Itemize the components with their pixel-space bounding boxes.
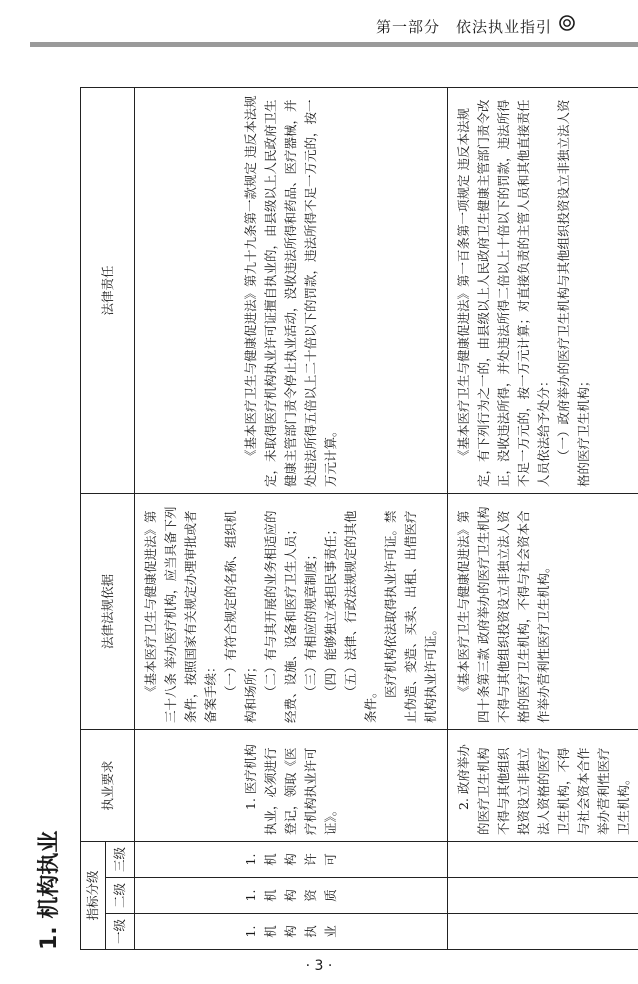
- cell-basis: [448, 493, 638, 729]
- cell-requirement: [448, 729, 638, 841]
- cell-level2: 1. 机构资质: [135, 878, 448, 914]
- table-row: [135, 87, 448, 949]
- basis-paragraph: 《基本医疗卫生与健康促进法》第三十八条 举办医疗机构，应当具备下列条件，按照国家有关规定办理审批或者备案手续：: [143, 506, 218, 723]
- basis-paragraph: （四）能够独立承担民事责任；: [323, 522, 338, 698]
- cell-basis: [135, 493, 448, 729]
- col-header-level2: 二级: [106, 878, 135, 914]
- running-header-title: 第一部分 依法执业指引: [375, 18, 552, 36]
- double-circle-icon: [558, 14, 576, 32]
- col-header-basis: 法律法规依据: [81, 493, 135, 729]
- table-row: [448, 87, 638, 949]
- page-header: [0, 0, 638, 44]
- basis-paragraph: （五）法律、行政法规规定的其他条件。: [343, 510, 378, 723]
- liability-paragraph: 《基本医疗卫生与健康促进法》第九十九条第一款规定 违反本法规定，未取得医疗机构执业许可证擅自执业的，由县级以上人民政府卫生健康主管部门责令停止执业活动，没收违法所得和药品、医疗器械，并处违法所得五倍以上二十倍以下的罚款，违法所得不足一万元的，按一万元计算。: [243, 95, 338, 487]
- col-header-liability: 法律责任: [81, 87, 135, 493]
- requirement-text: 1. 医疗机构执业，必须进行登记，领取《医疗机构执业许可证》。: [243, 744, 338, 835]
- cell-level2: [448, 878, 638, 914]
- col-header-level1: 一级: [106, 914, 135, 950]
- group-header: 指标分级: [81, 841, 106, 949]
- cell-level3: 1. 机构许可: [135, 841, 448, 877]
- header-rule: [30, 42, 638, 47]
- rotated-content: [28, 70, 631, 950]
- basis-paragraph: 医疗机构依法取得执业许可证。禁止伪造、变造、买卖、出租、出借医疗机构执业许可证。: [383, 510, 438, 723]
- basis-paragraph: （三）有相应的规章制度；: [303, 547, 318, 698]
- requirement-text: 2. 政府举办的医疗卫生机构不得与其他组织投资设立非独立法人资格的医疗卫生机构，不得与社会资本合作举办营利性医疗卫生机构。: [456, 744, 631, 835]
- regulation-table: [80, 87, 638, 950]
- cell-level1: [448, 914, 638, 950]
- cell-liability: [135, 87, 448, 493]
- liability-paragraph: （一）政府举办的医疗卫生机构与其他组织投资设立非独立法人资格的医疗卫生机构；: [556, 99, 591, 487]
- cell-level3: [448, 841, 638, 877]
- cell-liability: [448, 87, 638, 493]
- liability-paragraph: 《基本医疗卫生与健康促进法》第一百条第一项规定 违反本法规定，有下列行为之一的，由县级以上人民政府卫生健康主管部门责令改正，没收违法所得，并处违法所得二倍以上十倍以下的罚款，违法所得不足一万元的，按一万元计算；对直接负责的主管人员和其他直接责任人员依法给予处分：: [456, 99, 551, 487]
- cell-level1: 1. 机构执业: [135, 914, 448, 950]
- basis-paragraph: 《基本医疗卫生与健康促进法》第四十条第三款 政府举办的医疗卫生机构不得与其他组织投资设立非独立法人资格的医疗卫生机构，不得与社会资本合作举办营利性医疗卫生机构。: [456, 506, 551, 723]
- basis-paragraph: （二）有与其开展的业务相适应的经费、设施、设备和医疗卫生人员；: [263, 510, 298, 723]
- basis-paragraph: （一）有符合规定的名称、组织机构和场所；: [223, 510, 258, 723]
- col-header-level3: 三级: [106, 841, 135, 877]
- cell-requirement: [135, 729, 448, 841]
- page-number: · 3 ·: [305, 958, 333, 974]
- col-header-requirement: 执业要求: [81, 729, 135, 841]
- section-title: 1. 机构执业: [37, 830, 62, 950]
